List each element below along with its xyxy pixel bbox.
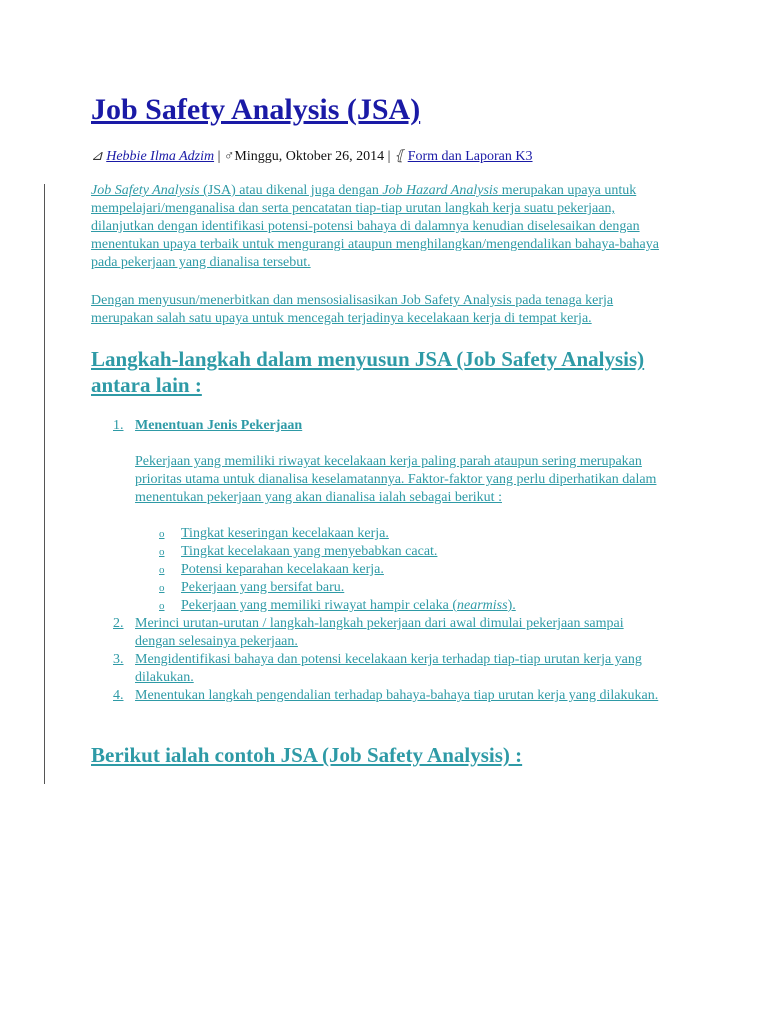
step-number[interactable]: 1. <box>113 418 124 433</box>
author-icon: ⊿ <box>91 149 103 164</box>
factor-text[interactable]: Potensi keparahan kecelakaan kerja. <box>181 562 384 577</box>
factor-text[interactable]: Tingkat keseringan kecelakaan kerja. <box>181 526 389 541</box>
category-link[interactable]: Form dan Laporan K3 <box>407 149 533 164</box>
step-number[interactable]: 3. <box>113 652 124 667</box>
page-title[interactable]: Job Safety Analysis (JSA) <box>91 93 421 126</box>
list-item <box>113 687 673 723</box>
list-item <box>113 651 673 687</box>
step1-description-text[interactable]: Pekerjaan yang memiliki riwayat kecelakaan kerja paling parah ataupun sering merupakan prioritas utama untuk dianalisa keselamatannya. Faktor-faktor yang perlu diperhatikan dalam menentukan pekerjaan yang akan dianalisa ialah sebagai berikut : <box>135 454 657 505</box>
list-item <box>159 579 344 597</box>
step-number[interactable]: 2. <box>113 616 124 631</box>
factor-text[interactable]: Tingkat kecelakaan yang menyebabkan cacat. <box>181 544 438 559</box>
bullet-circle: o <box>159 582 165 594</box>
author-link[interactable]: Hebbie Ilma Adzim <box>106 149 215 164</box>
post-date: Minggu, Oktober 26, 2014 <box>234 149 385 164</box>
section-heading-example[interactable]: Berikut ialah contoh JSA (Job Safety Analysis) : <box>91 743 523 767</box>
step-text[interactable]: Mengidentifikasi bahaya dan potensi kecelakaan kerja terhadap tiap-tiap urutan kerja yang dilakukan. <box>135 652 642 685</box>
intro-text-1[interactable]: (JSA) atau dikenal juga dengan <box>199 183 383 198</box>
factor-term-nearmiss[interactable]: nearmiss <box>457 598 508 613</box>
intro-paragraph <box>91 182 666 272</box>
list-item <box>159 561 384 579</box>
factor-text[interactable]: Pekerjaan yang bersifat baru. <box>181 580 345 595</box>
factor-text[interactable]: Pekerjaan yang memiliki riwayat hampir celaka ( <box>181 598 458 613</box>
step1-description <box>135 453 665 507</box>
factor-text-tail[interactable]: ). <box>507 598 516 613</box>
clock-icon: ♂ <box>223 149 235 164</box>
section-heading-steps[interactable]: Langkah-langkah dalam menyusun JSA (Job Safety Analysis) antara lain : <box>91 347 645 397</box>
list-item <box>113 615 673 651</box>
second-paragraph-text[interactable]: Dengan menyusun/menerbitkan dan mensosialisasikan Job Safety Analysis pada tenaga kerja merupakan salah satu upaya untuk mencegah terjadinya kecelakaan kerja di tempat kerja. <box>91 293 614 326</box>
step-text[interactable]: Menentuan Jenis Pekerjaan <box>135 418 303 433</box>
intro-text-2[interactable]: merupakan upaya untuk mempelajari/menganalisa dan serta pencatatan tiap-tiap urutan langkah kerja suatu pekerjaan, dilanjutkan dengan identifikasi potensi-potensi bahaya di dalamnya kenudian diselesaikan dengan menentukan upaya terbaik untuk mengurangi ataupun menghilangkan/mengendalikan bahaya-bahaya pada pekerjaan yang dianalisa tersebut. <box>91 183 659 270</box>
meta-separator: | <box>384 149 394 164</box>
post-meta <box>91 147 533 167</box>
list-item <box>113 417 673 435</box>
list-item <box>159 543 437 561</box>
step-text[interactable]: Merinci urutan-urutan / langkah-langkah pekerjaan dari awal dimulai pekerjaan sampai dengan selesainya pekerjaan. <box>135 616 624 649</box>
bullet-circle: o <box>159 564 165 576</box>
intro-term-jsa[interactable]: Job Safety Analysis <box>91 183 200 198</box>
step-number[interactable]: 4. <box>113 688 124 703</box>
intro-term-jha[interactable]: Job Hazard Analysis <box>382 183 499 198</box>
second-paragraph <box>91 292 666 328</box>
meta-separator: | <box>214 149 224 164</box>
list-item <box>159 597 516 615</box>
page-margin-rule <box>44 184 45 784</box>
bullet-circle: o <box>159 528 165 540</box>
list-item <box>159 525 389 543</box>
folder-icon: ⦃ <box>393 149 405 164</box>
bullet-circle: o <box>159 546 165 558</box>
step-text[interactable]: Menentukan langkah pengendalian terhadap bahaya-bahaya tiap urutan kerja yang dilakukan. <box>135 688 659 703</box>
bullet-circle: o <box>159 600 165 612</box>
